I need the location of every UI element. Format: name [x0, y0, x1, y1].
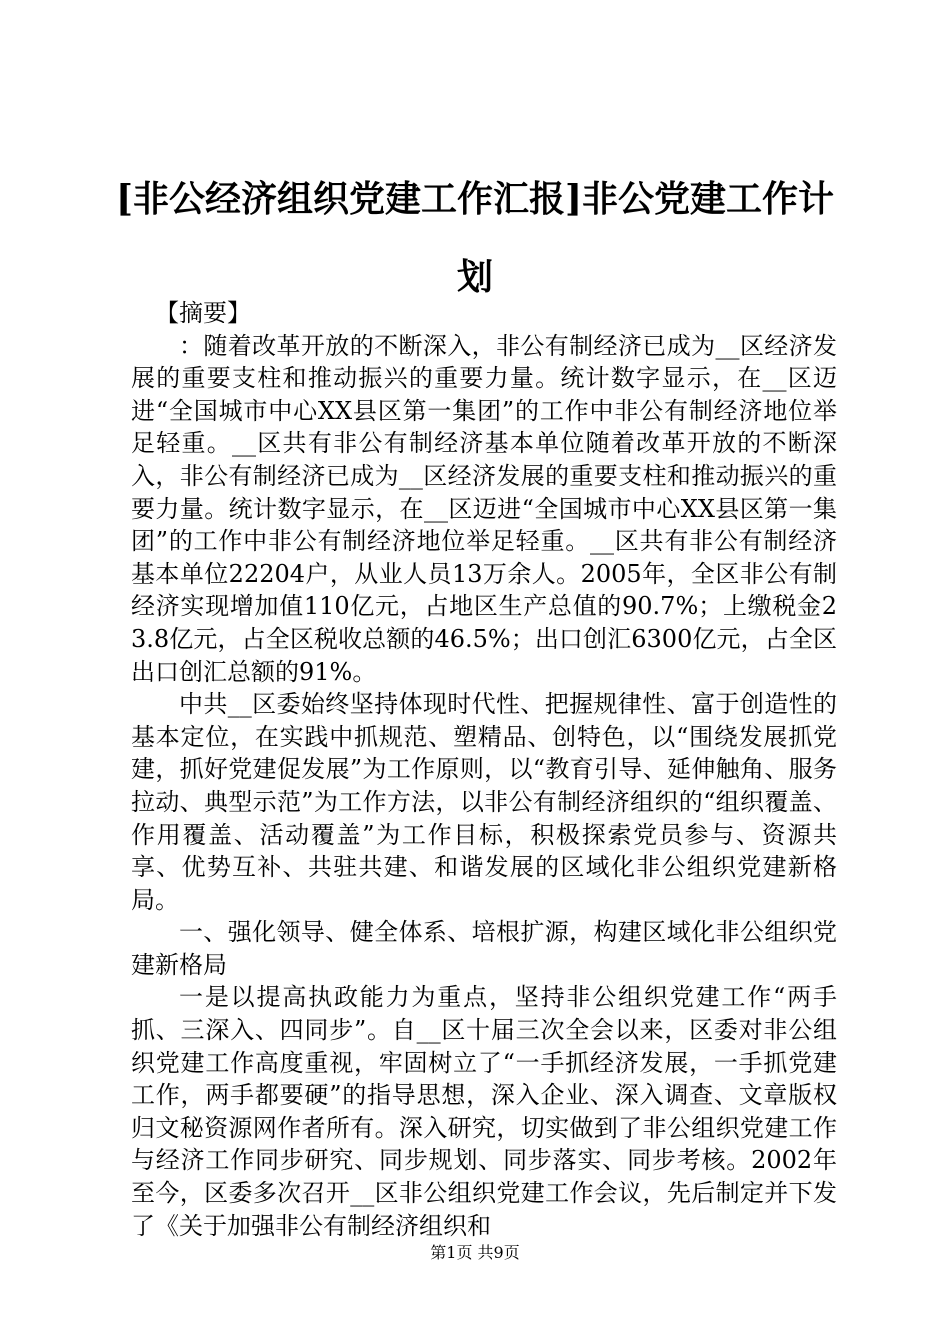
document-title: [非公经济组织党建工作汇报]非公党建工作计划 — [115, 178, 835, 298]
body-paragraph: 一是以提高执政能力为重点，坚持非公组织党建工作“两手抓、三深入、四同步”。自__区十届三次全会以来，区委对非公组织党建工作高度重视，牢固树立了“一手抓经济发展，一手抓党建工作，两手都要硬”的指导思想，深入企业、深入调查、文章版权归文秘资源网作者所有。深入研究，切实做到了非公组织党建工作与经济工作同步研究、同步规划、同步落实、同步考核。2002年至今，区委多次召开__区非公组织党建工作会议，先后制定并下发了《关于加强非公有制经济组织和 — [131, 983, 837, 1240]
abstract-label: 【摘要】 — [155, 299, 251, 327]
section-heading: 一、强化领导、健全体系、培根扩源，构建区域化非公组织党建新格局 — [131, 918, 837, 979]
page-indicator: 第1页 共9页 — [430, 1243, 520, 1262]
abstract-paragraph: ：随着改革开放的不断深入，非公有制经济已成为__区经济发展的重要支柱和推动振兴的重要力量。统计数字显示，在__区迈进“全国城市中心XX县区第一集团”的工作中非公有制经济地位举足轻重。__区共有非公有制经济基本单位随着改革开放的不断深入，非公有制经济已成为__区经济发展的重要支柱和推动振兴的重要力量。统计数字显示，在__区迈进“全国城市中心XX县区第一集团”的工作中非公有制经济地位举足轻重。__区共有非公有制经济基本单位22204户，从业人员13万余人。2005年，全区非公有制经济实现增加值110亿元，占地区生产总值的90.7%；上缴税金23.8亿元，占全区税收总额的46.5%；出口创汇6300亿元，占全区出口创汇总额的91%。 — [131, 331, 837, 686]
document-body — [131, 297, 837, 1242]
body-paragraph: 中共__区委始终坚持体现时代性、把握规律性、富于创造性的基本定位，在实践中抓规范、塑精品、创特色，以“围绕发展抓党建，抓好党建促发展”为工作原则，以“教育引导、延伸触角、服务拉动、典型示范”为工作方法，以非公有制经济组织的“组织覆盖、作用覆盖、活动覆盖”为工作目标，积极探索党员参与、资源共享、优势互补、共驻共建、和谐发展的区域化非公组织党建新格局。 — [131, 690, 837, 914]
